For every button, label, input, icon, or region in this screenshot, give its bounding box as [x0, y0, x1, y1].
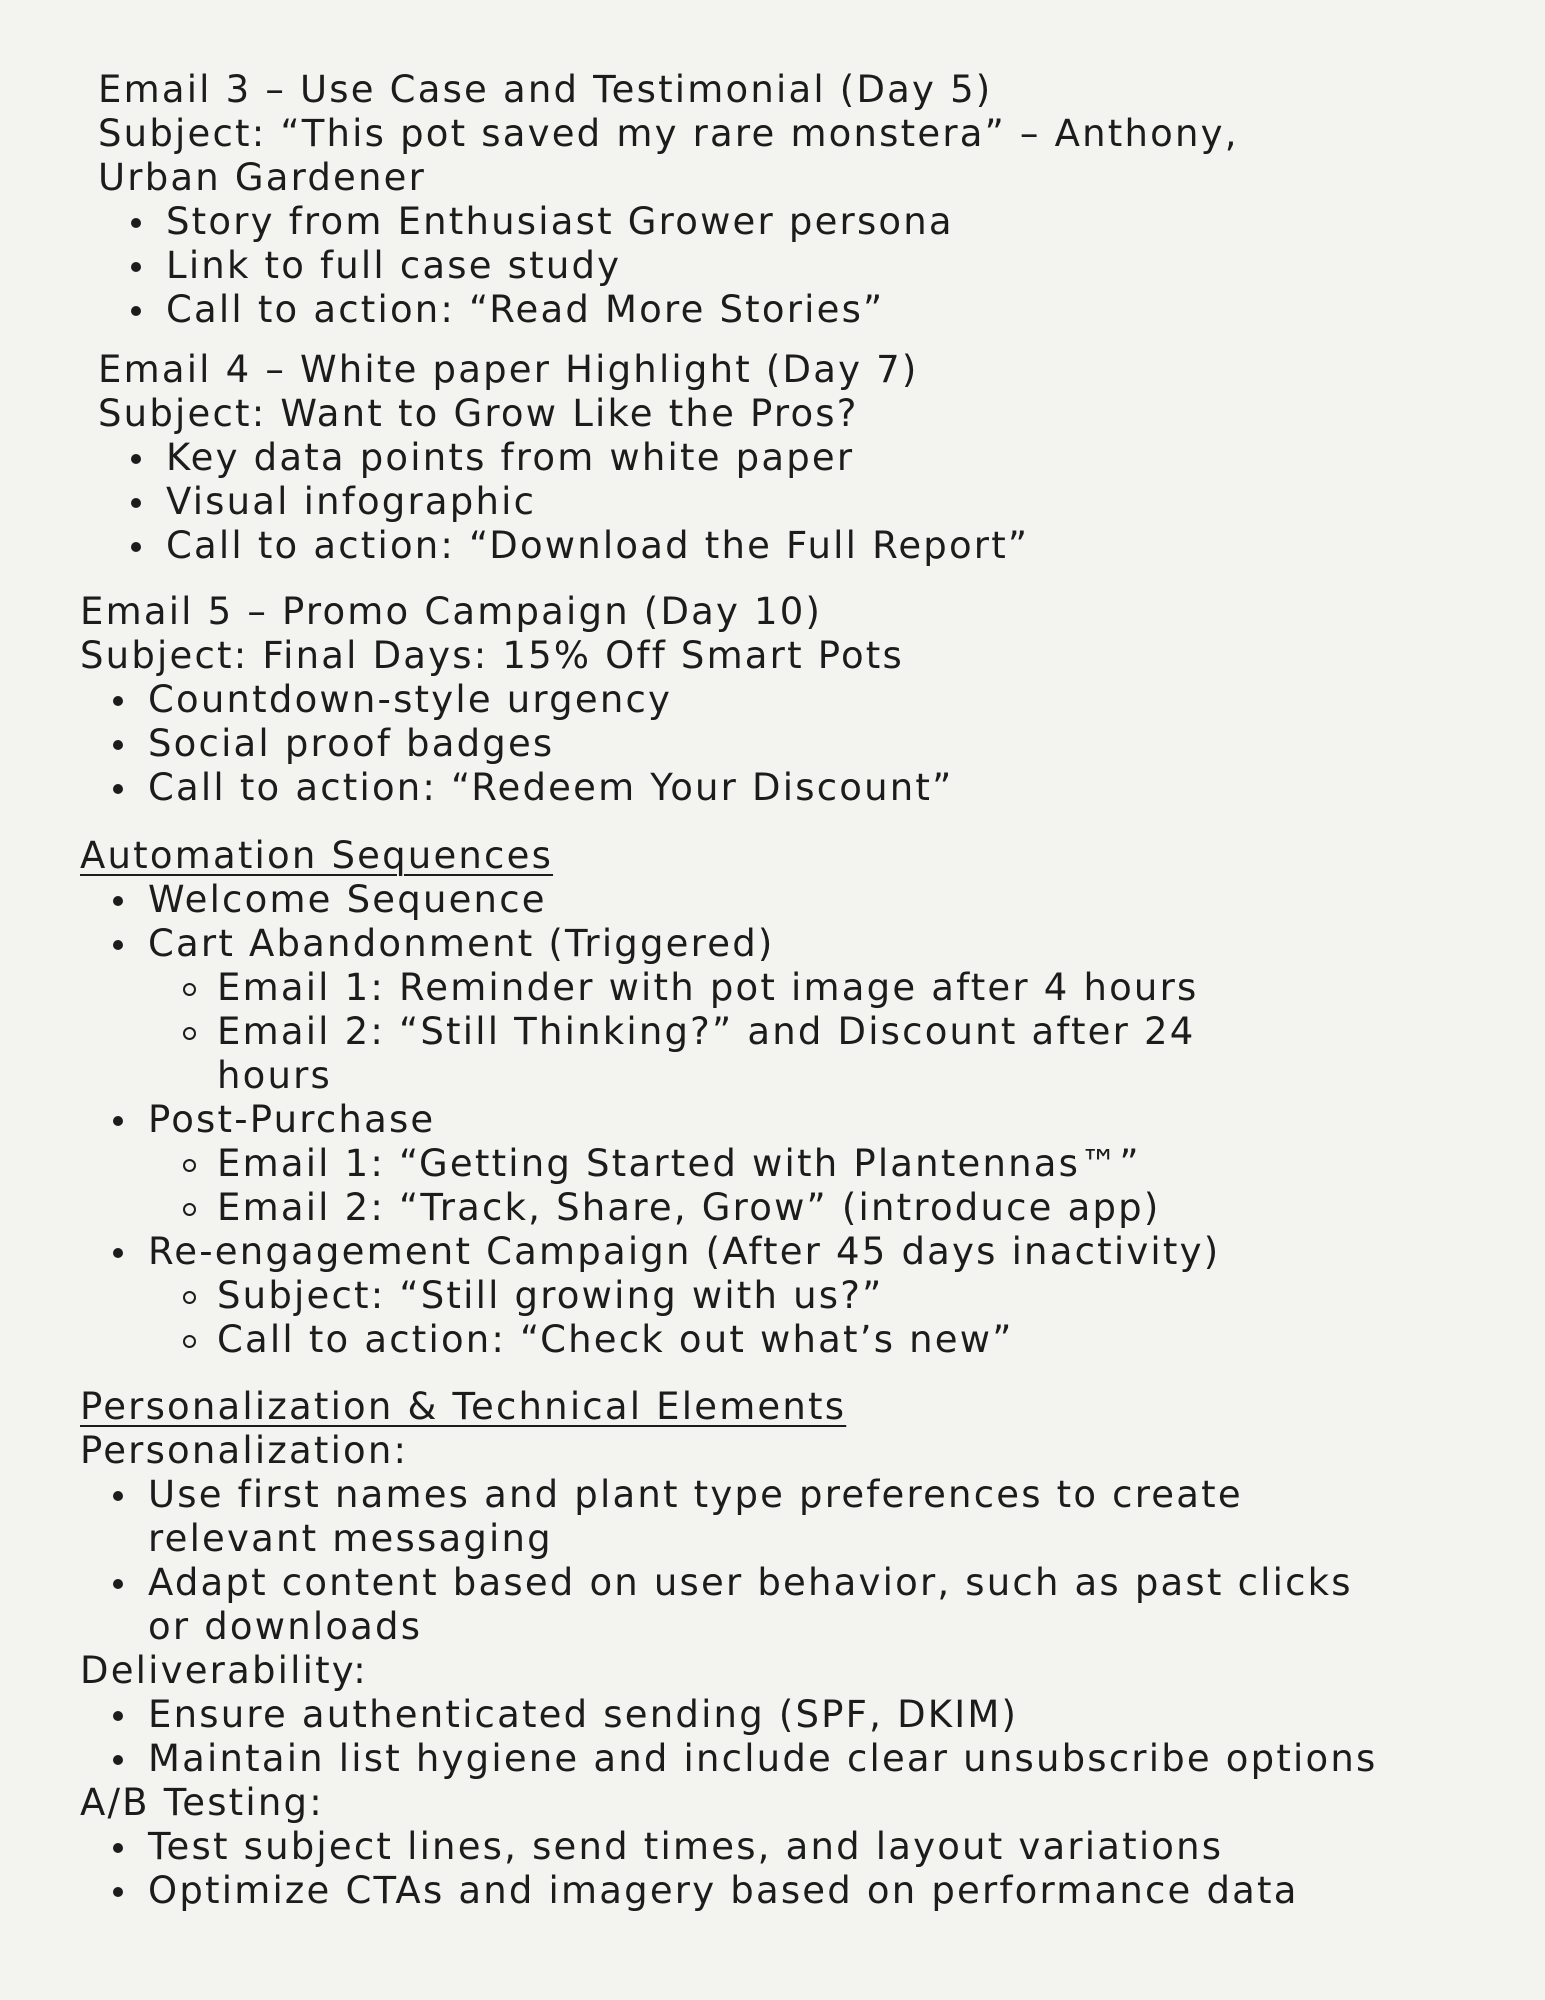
email5-subject: Subject: Final Days: 15% Off Smart Pots	[80, 634, 904, 677]
email4-section	[80, 348, 1500, 568]
cart-sublist	[80, 966, 1500, 1054]
automation-list-2	[80, 1098, 1500, 1142]
list-item: Social proof badges	[80, 722, 1500, 766]
list-item: Call to action: “Check out what’s new”	[80, 1318, 1500, 1362]
list-item: Story from Enthusiast Grower persona	[80, 200, 1500, 244]
list-item: Call to action: “Redeem Your Discount”	[80, 766, 1500, 810]
email4-heading: Email 4 – White paper Highlight (Day 7)	[98, 348, 919, 391]
list-item: Countdown-style urgency	[80, 678, 1500, 722]
email4-subject: Subject: Want to Grow Like the Pros?	[98, 392, 859, 435]
list-item: Email 2: “Still Thinking?” and Discount after 24	[80, 1010, 1500, 1054]
cart-sub-continuation: hours	[217, 1054, 333, 1097]
list-item: Post-Purchase	[80, 1098, 1500, 1142]
ab-testing-label: A/B Testing:	[80, 1781, 324, 1824]
list-item: Ensure authenticated sending (SPF, DKIM)	[80, 1693, 1408, 1737]
email3-subject-line2: Urban Gardener	[98, 156, 427, 199]
email3-section	[80, 68, 1500, 332]
list-item: Re-engagement Campaign (After 45 days inactivity)	[80, 1230, 1500, 1274]
deliverability-label: Deliverability:	[80, 1649, 368, 1692]
list-item: Link to full case study	[80, 244, 1500, 288]
personalization-title: Personalization & Technical Elements	[80, 1385, 847, 1428]
list-item: Call to action: “Read More Stories”	[80, 288, 1500, 332]
list-item: Cart Abandonment (Triggered)	[80, 922, 1500, 966]
list-item: Test subject lines, send times, and layout variations	[80, 1825, 1500, 1869]
automation-list	[80, 878, 1500, 966]
list-item: Optimize CTAs and imagery based on performance data	[80, 1869, 1500, 1913]
personalization-list	[80, 1473, 1500, 1649]
email5-bullets	[80, 678, 1500, 810]
list-item: Maintain list hygiene and include clear unsubscribe options	[80, 1737, 1408, 1781]
email4-bullets	[80, 436, 1500, 568]
email3-heading: Email 3 – Use Case and Testimonial (Day 5)	[98, 68, 993, 111]
deliverability-list	[80, 1693, 1500, 1781]
personalization-label: Personalization:	[80, 1429, 409, 1472]
automation-list-3	[80, 1230, 1500, 1274]
list-item: Visual infographic	[80, 480, 1500, 524]
personalization-section	[80, 1385, 1500, 1913]
list-item: Key data points from white paper	[80, 436, 1500, 480]
list-item: Use first names and plant type preferences to create relevant messaging	[80, 1473, 1408, 1561]
list-item: Email 1: “Getting Started with Plantennas™”	[80, 1142, 1500, 1186]
post-sublist	[80, 1142, 1500, 1230]
automation-section	[80, 834, 1500, 1362]
list-item: Call to action: “Download the Full Report”	[80, 524, 1500, 568]
email5-section	[80, 590, 1500, 810]
email3-bullets	[80, 200, 1500, 332]
reengage-sublist	[80, 1274, 1500, 1362]
ab-testing-list	[80, 1825, 1500, 1913]
list-item: Email 2: “Track, Share, Grow” (introduce app)	[80, 1186, 1500, 1230]
list-item: Welcome Sequence	[80, 878, 1500, 922]
email3-subject-line1: Subject: “This pot saved my rare monstera” – Anthony,	[98, 112, 1239, 155]
email5-heading: Email 5 – Promo Campaign (Day 10)	[80, 590, 823, 633]
list-item: Adapt content based on user behavior, such as past clicks or downloads	[80, 1561, 1408, 1649]
list-item: Subject: “Still growing with us?”	[80, 1274, 1500, 1318]
list-item: Email 1: Reminder with pot image after 4 hours	[80, 966, 1500, 1010]
automation-title: Automation Sequences	[80, 834, 554, 877]
